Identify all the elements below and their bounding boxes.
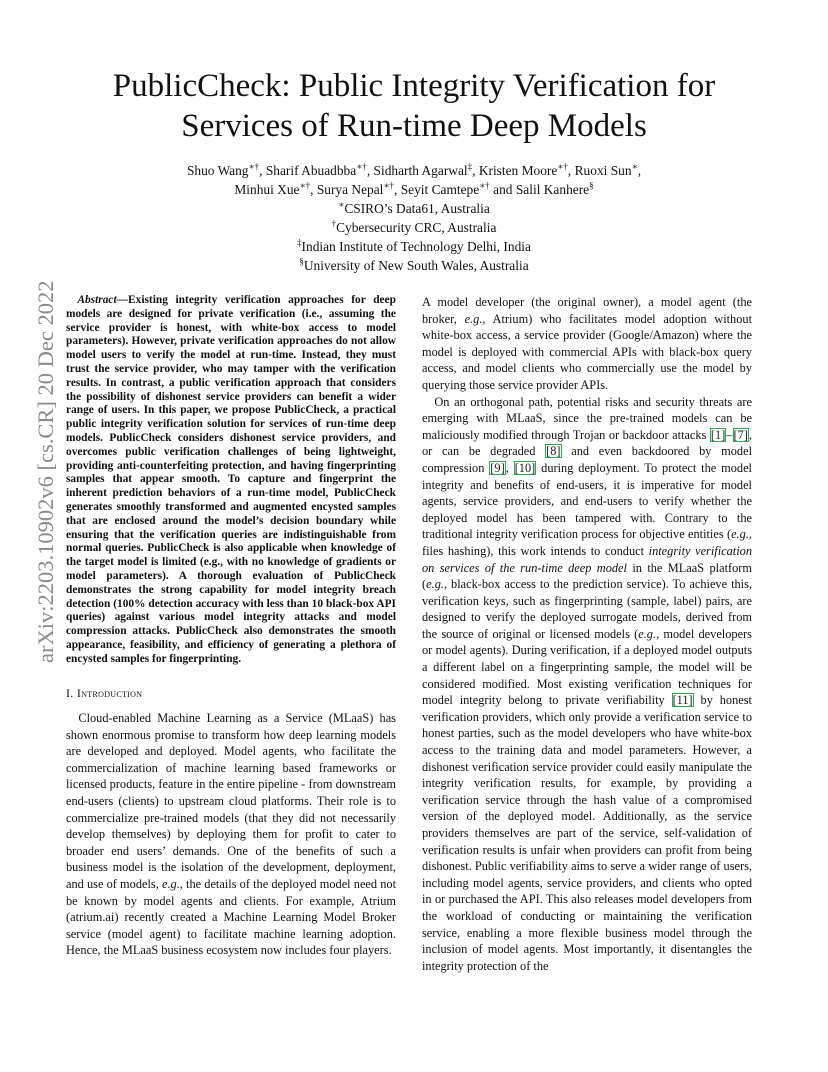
citation-link[interactable]: [11] <box>672 693 693 708</box>
paragraph-text: , model developers or model agents). During verification, if a deployed model outputs a different label on a fingerprinting sample, the model will be considered modified. Most existing verification techniques for model integrity belong to private verifiability <box>422 626 752 708</box>
emphasis: integrity verification on services of the run-time deep model <box>422 543 752 575</box>
author-block <box>60 161 768 275</box>
emphasis: e.g. <box>426 577 444 592</box>
affiliation-name: University of New South Wales, Australia <box>303 258 529 273</box>
emphasis: e.g. <box>638 626 657 641</box>
author-line-1: Shuo Wang∗†, Sharif Abuadbba∗†, Sidharth Agarwal‡, Kristen Moore∗†, Ruoxi Sun∗, <box>186 161 642 178</box>
affiliation-sup: § <box>299 256 304 267</box>
author-sup: ∗† <box>383 180 394 191</box>
author-sup: ∗† <box>248 161 260 172</box>
affiliation <box>60 218 768 237</box>
affiliation <box>60 199 768 218</box>
citation-link[interactable]: [1] <box>710 427 726 442</box>
affiliation <box>60 237 768 256</box>
author-sup: ∗† <box>299 180 311 191</box>
section-title: Introduction <box>76 685 143 700</box>
author-sup: ∗† <box>479 180 490 191</box>
paragraph-text: – <box>726 427 733 442</box>
paragraph-text: On an orthogonal path, potential risks and security threats are emerging with MLaaS, since the pre-trained models can be maliciously modified through Trojan or backdoor attacks <box>422 394 752 442</box>
paragraph-text: , Atrium) who facilitates model adoption without white-box access, a service provider (Google/Amazon) where the model is deployed with commercial APIs with black-box query access, and model clients who commercially use the model by querying those service provider APIs. <box>422 311 752 392</box>
title-line-1: PublicCheck: Public Integrity Verification for <box>112 68 716 104</box>
author-sup: § <box>589 180 594 191</box>
right-column <box>422 294 752 974</box>
citation-link[interactable]: [9] <box>490 460 505 475</box>
paragraph-text: during deployment. To protect the model integrity and benefits of end-users, it is imperative for model agents, service providers, and end-users to verify whether the deployed model has been tampered with. Contrary to the traditional integrity verification process for objective entities ( <box>422 460 752 542</box>
citation-link[interactable]: [10] <box>514 460 536 475</box>
intro-paragraph-1 <box>66 710 396 959</box>
paragraph-text: A model developer (the original owner), a model agent (the broker, <box>422 295 752 326</box>
intro-paragraph-2 <box>422 294 752 394</box>
abstract-label: Abstract <box>77 294 117 306</box>
paragraph-text: Cloud-enabled Machine Learning as a Service (MLaaS) has shown enormous promise to transform how deep learning models are developed and deployed. Model agents, who facilitate the commercialization of machine learning based frameworks or licensed products, feature in the entire pipeline - from downstream end-users (clients) to upstream cloud platforms. Their role is to commercialize pre-trained models (that they did not necessarily develop themselves) by deploying them for profit to cater to broader end users’ demands. One of the benefits of such a business model is the isolation of the development, deployment, and use of models, <box>66 711 396 892</box>
author-name: Ruoxi Sun <box>574 163 632 178</box>
paragraph-text: , or can be degraded <box>422 427 752 459</box>
section-heading-introduction <box>66 685 396 702</box>
section-numeral: I. <box>66 685 74 700</box>
paragraph-text: , black-box access to the prediction service). To achieve this, verification keys, such as fingerprinting (sample, label) pairs, are designed to verify the deployed surrogate models, derived from the source of original or licensed models ( <box>422 577 752 641</box>
arxiv-identifier-stamp <box>22 280 58 675</box>
affiliation-name: CSIRO’s Data61, Australia <box>344 201 490 216</box>
affiliation-sup: ∗ <box>338 199 345 210</box>
author-conjunction: and <box>493 182 513 197</box>
paper-title <box>60 66 768 146</box>
author-name: Surya Nepal <box>316 182 384 197</box>
author-name: Salil Kanhere <box>515 182 590 197</box>
citation-link[interactable]: [7] <box>733 427 748 442</box>
emphasis: e.g. <box>161 877 180 892</box>
paragraph-text: , <box>505 460 509 475</box>
affiliation-name: Cybersecurity CRC, Australia <box>336 220 497 235</box>
author-name: Seyit Camtepe <box>400 182 480 197</box>
paragraph-text: , the details of the deployed model need not be known by model agents and clients. For example, Atrium (atrium.ai) recently created a Machine Learning Model Broker service (model agent) to facilitate machine learning adoption. Hence, the MLaaS business ecosystem now includes four players. <box>66 877 397 958</box>
paragraph-text: in the MLaaS platform ( <box>422 560 752 592</box>
author-name: Kristen Moore <box>478 163 558 178</box>
author-sup: ∗ <box>631 161 638 172</box>
abstract <box>66 294 396 667</box>
arxiv-stamp-text: arXiv:2203.10902v6 [cs.CR] 20 Dec 2022 <box>33 280 58 663</box>
author-line-2: Minhui Xue∗†, Surya Nepal∗†, Seyit Camtepe∗† and Salil Kanhere§ <box>234 180 594 197</box>
left-column <box>66 294 396 959</box>
paragraph-text: by honest verification providers, which only provide a verification service to honest parties, such as the model developers who have white-box access to the training data and model parameters. However, a dishonest verification service provider could easily manipulate the integrity verification results, for example, by providing a verification service through the hash value of a compromised version of the deployed model. Additionally, as the service providers themselves are part of the service, self-validation of verification results is unfair when providers can profit from being dishonest. Public verifiability aims to serve a wider range of users, including model agents, service providers, and clients who opted in or purchased the API. This also releases model developers from the workload of conducting or maintaining the verification service, enabling a more flexible business model through the inclusion of model agents. Most importantly, it disentangles the integrity protection of the <box>422 693 752 973</box>
author-sup: ∗† <box>356 161 367 172</box>
emphasis: e.g. <box>464 311 483 326</box>
intro-paragraph-3 <box>422 394 752 975</box>
abstract-text: —Existing integrity verification approaches for deep models are designed for private verification (i.e., assuming the service provider is honest, with white-box access to model parameters). However, private verification approaches do not allow model users to verify the model at run-time. Instead, they must trust the service provider, who may tamper with the verification results. In contrast, a public verification approach that considers the possibility of dishonest service providers can benefit a wider range of users. In this paper, we propose PublicCheck, a practical public integrity verification solution for services of run-time deep models. PublicCheck considers dishonest service providers, and overcomes public verification challenges of being lightweight, providing anti-counterfeiting protection, and having fingerprinting samples that appear smooth. To capture and fingerprint the inherent prediction behaviors of a run-time model, PublicCheck generates smoothly transformed and augmented encysted samples that are enclosed around the model’s decision boundary while ensuring that the verification queries are indistinguishable from normal queries. PublicCheck is also applicable when knowledge of the target model is limited (e.g., with no knowledge of gradients or model parameters). A thorough evaluation of PublicCheck demonstrates the strong capability for model integrity breach detection (100% detection accuracy with less than 10 black-box API queries) against various model integrity attacks and model compression attacks. PublicCheck also demonstrates the smooth appearance, feasibility, and efficiency of generating a plethora of encysted samples for fingerprinting. <box>66 294 396 665</box>
affiliation-name: Indian Institute of Technology Delhi, India <box>301 239 531 254</box>
paragraph-text: and even backdoored by model compression <box>422 444 752 475</box>
affiliation <box>60 256 768 275</box>
author-sup: ∗† <box>557 161 568 172</box>
author-name: Sidharth Agarwal <box>373 163 468 178</box>
title-line-2: Services of Run-time Deep Models <box>181 108 647 144</box>
affiliation-sup: † <box>331 218 337 229</box>
author-name: Minhui Xue <box>234 182 300 197</box>
emphasis: e.g. <box>731 527 749 542</box>
author-name: Shuo Wang <box>186 163 249 178</box>
author-name: Sharif Abuadbba <box>265 163 357 178</box>
affiliation-sup: ‡ <box>297 237 302 248</box>
paragraph-text: , files hashing), this work intends to conduct <box>422 527 752 558</box>
author-sup: ‡ <box>467 161 473 172</box>
citation-link[interactable]: [8] <box>546 444 561 459</box>
